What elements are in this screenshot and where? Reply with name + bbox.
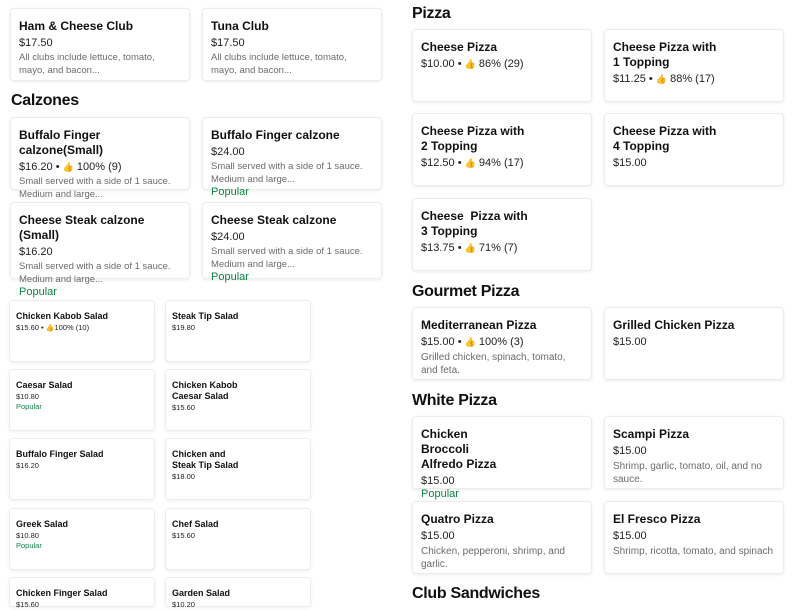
item-description: Small served with a side of 1 sauce. Medium and large... (211, 246, 363, 270)
thumbs-up-icon: 👍 (464, 337, 476, 347)
item-price: $15.00 (421, 530, 455, 542)
item-price: $15.00 (613, 530, 647, 542)
menu-item-card[interactable] (412, 307, 592, 380)
salad-card[interactable] (9, 300, 155, 362)
menu-item-card[interactable] (202, 117, 382, 198)
item-meta: $15.00 • 👍 100% (3) (421, 336, 524, 348)
item-price: $16.20 (19, 161, 53, 173)
popular-badge: Popular (211, 186, 249, 198)
thumbs-up-icon: 👍 (464, 59, 476, 69)
item-price: $15.00 (613, 445, 647, 457)
item-meta: $16.20 • 👍 100% (9) (19, 161, 122, 173)
item-description: Small served with a side of 1 sauce. Medium and large... (211, 161, 363, 185)
item-rating: 94% (17) (478, 157, 524, 169)
menu-item-card[interactable] (412, 416, 592, 500)
item-name: Buffalo Finger calzone(Small) (19, 128, 104, 157)
item-name: Cheese Steak calzone (211, 213, 337, 227)
item-name: El Fresco Pizza (613, 512, 701, 526)
salad-card[interactable] (9, 438, 155, 500)
item-name: Steak Tip Salad (172, 311, 239, 321)
item-price: $10.00 (421, 58, 455, 70)
item-name: Garden Salad (172, 588, 231, 598)
item-name: Buffalo Finger Salad (16, 449, 104, 459)
salad-card[interactable] (9, 369, 155, 431)
item-description: All clubs include lettuce, tomato, mayo, and bacon... (19, 52, 155, 76)
item-price: $24.00 (211, 231, 245, 243)
item-name: Chicken Broccoli Alfredo Pizza (421, 427, 497, 471)
item-rating: 86% (29) (478, 58, 524, 70)
popular-badge: Popular (421, 488, 459, 500)
item-price: $15.60 (16, 323, 39, 332)
menu-item-card[interactable] (412, 198, 592, 271)
item-rating: 71% (7) (478, 242, 518, 254)
item-description: Grilled chicken, spinach, tomato, and feta. (421, 352, 566, 376)
item-name: Buffalo Finger calzone (211, 128, 340, 142)
thumbs-up-icon: 👍 (655, 74, 668, 84)
item-rating: 100% (10) (54, 323, 90, 332)
item-name: Caesar Salad (16, 380, 73, 390)
menu-item-card[interactable] (10, 117, 190, 200)
salad-card[interactable] (165, 438, 311, 500)
item-description: Small served with a side of 1 sauce. Medium and large... (19, 176, 171, 200)
thumbs-up-icon: 👍 (464, 243, 476, 253)
item-name: Cheese Steak calzone (Small) (19, 213, 145, 242)
item-name: Cheese Pizza with 2 Topping (421, 124, 525, 153)
item-name: Scampi Pizza (613, 427, 690, 441)
item-price: $10.80 (16, 392, 39, 401)
item-price: $12.50 (421, 157, 455, 169)
menu-item-card[interactable] (604, 307, 784, 380)
popular-badge: Popular (16, 541, 42, 550)
item-price: $15.00 (421, 336, 455, 348)
section-title-pizza: Pizza (412, 5, 451, 22)
menu-item-card[interactable] (10, 202, 190, 298)
menu-item-card[interactable] (10, 8, 190, 81)
menu-item-card[interactable] (412, 113, 592, 186)
item-price: $24.00 (211, 146, 245, 158)
salad-card[interactable] (165, 577, 311, 607)
section-title-calzones: Calzones (11, 92, 79, 109)
item-price: $15.00 (421, 475, 455, 487)
menu-item-card[interactable] (202, 202, 382, 283)
item-rating: 100% (9) (76, 161, 122, 173)
salad-card[interactable] (165, 508, 311, 570)
item-price: $17.50 (19, 37, 53, 49)
item-name: Tuna Club (211, 19, 269, 33)
salad-card[interactable] (165, 300, 311, 362)
item-description: Small served with a side of 1 sauce. Medium and large... (19, 261, 171, 285)
item-meta: $10.00 • 👍 86% (29) (421, 58, 524, 70)
menu-item-card[interactable] (604, 29, 784, 102)
salad-card[interactable] (9, 577, 155, 607)
menu-item-card[interactable] (202, 8, 382, 81)
salad-card[interactable] (9, 508, 155, 570)
menu-item-card[interactable] (412, 29, 592, 102)
item-price: $19.80 (172, 323, 195, 332)
menu-item-card[interactable] (604, 501, 784, 574)
item-name: Cheese Pizza with 1 Topping (613, 40, 717, 69)
menu-item-card[interactable] (604, 113, 784, 186)
item-price: $16.20 (19, 246, 53, 258)
item-description: Chicken, pepperoni, shrimp, and garlic. (421, 546, 565, 570)
thumbs-up-icon: 👍 (45, 325, 55, 332)
popular-badge: Popular (211, 271, 249, 283)
popular-badge: Popular (19, 286, 57, 298)
item-price: $18.00 (172, 472, 195, 481)
thumbs-up-icon: 👍 (62, 162, 74, 172)
item-price: $15.60 (172, 403, 195, 412)
item-price: $15.00 (613, 157, 647, 169)
item-name: Chicken Finger Salad (16, 588, 108, 598)
salad-card[interactable] (165, 369, 311, 431)
item-description: All clubs include lettuce, tomato, mayo, and bacon... (211, 52, 347, 76)
section-title-club-sandwiches: Club Sandwiches (412, 585, 540, 602)
item-price: $15.60 (172, 531, 195, 540)
item-price: $16.20 (16, 461, 39, 470)
item-rating: 88% (17) (670, 73, 715, 85)
item-meta: $11.25 • 👍 88% (17) (613, 73, 715, 85)
menu-item-card[interactable] (412, 501, 592, 574)
item-name: Mediterranean Pizza (421, 318, 537, 332)
section-title-gourmet-pizza: Gourmet Pizza (412, 283, 520, 300)
item-description: Shrimp, ricotta, tomato, and spinach (613, 546, 774, 557)
item-price: $10.80 (16, 531, 39, 540)
item-name: Cheese Pizza with 4 Topping (613, 124, 717, 153)
item-name: Greek Salad (16, 519, 69, 529)
item-name: Quatro Pizza (421, 512, 494, 526)
menu-item-card[interactable] (604, 416, 784, 489)
item-meta: $15.60 • 👍100% (10) (16, 323, 90, 332)
item-meta: $13.75 • 👍 71% (7) (421, 242, 518, 254)
item-rating: 100% (3) (478, 336, 524, 348)
item-price: $15.60 (16, 600, 39, 609)
item-name: Chef Salad (172, 519, 219, 529)
section-title-white-pizza: White Pizza (412, 392, 497, 409)
item-price: $11.25 (613, 73, 646, 85)
item-price: $17.50 (211, 37, 245, 49)
popular-badge: Popular (16, 402, 42, 411)
thumbs-up-icon: 👍 (464, 158, 476, 168)
item-price: $13.75 (421, 242, 455, 254)
item-name: Ham & Cheese Club (19, 19, 134, 33)
item-name: Grilled Chicken Pizza (613, 318, 735, 332)
item-price: $10.20 (172, 600, 195, 609)
item-name: Chicken and Steak Tip Salad (172, 449, 239, 470)
item-meta: $12.50 • 👍 94% (17) (421, 157, 524, 169)
item-name: Chicken Kabob Salad (16, 311, 109, 321)
item-name: Chicken Kabob Caesar Salad (172, 380, 238, 401)
item-description: Shrimp, garlic, tomato, oil, and no sauce. (613, 461, 762, 485)
item-name: Cheese Pizza with 3 Topping (421, 209, 532, 238)
item-name: Cheese Pizza (421, 40, 498, 54)
item-price: $15.00 (613, 336, 647, 348)
